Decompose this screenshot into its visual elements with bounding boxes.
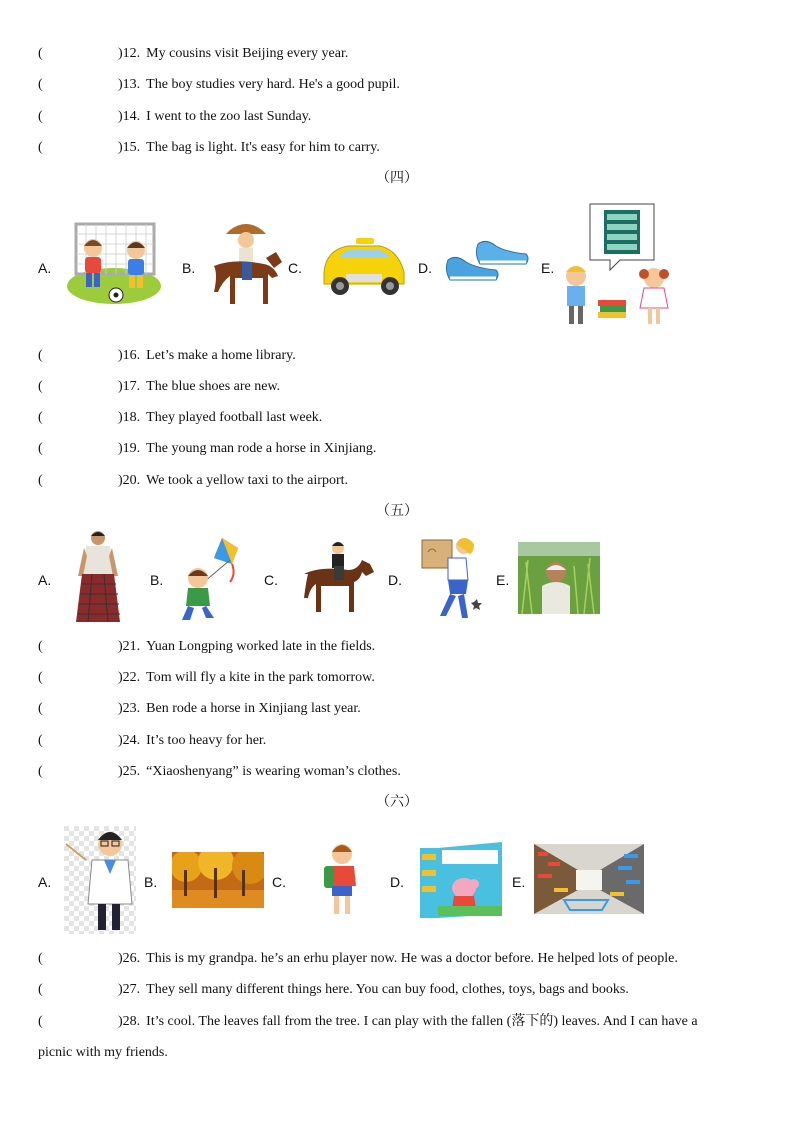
paren-close: ) bbox=[118, 348, 123, 363]
option-letter: B. bbox=[182, 260, 196, 276]
question-row bbox=[38, 439, 376, 459]
question-number: 20. bbox=[122, 473, 141, 488]
paren-close: ) bbox=[118, 441, 123, 456]
question-text: The blue shoes are new. bbox=[146, 379, 281, 394]
question-text: I went to the zoo last Sunday. bbox=[146, 109, 312, 124]
question-number: 27. bbox=[122, 982, 141, 997]
question-row bbox=[38, 75, 400, 95]
peppa-pig-books-icon bbox=[418, 840, 504, 920]
answer-blank[interactable]: ( bbox=[38, 473, 43, 488]
paren-close: ) bbox=[118, 140, 123, 155]
woman-carrying-heavy-box-icon bbox=[414, 532, 482, 626]
question-text: Ben rode a horse in Xinjiang last year. bbox=[146, 701, 361, 716]
question-row bbox=[38, 138, 380, 158]
supermarket-aisle-icon bbox=[534, 844, 644, 914]
question-number: 26. bbox=[122, 951, 141, 966]
question-text: The bag is light. It's easy for him to carry. bbox=[146, 140, 380, 155]
question-number: 13. bbox=[122, 77, 141, 92]
paren-close: ) bbox=[118, 109, 123, 124]
boy-with-backpack-icon bbox=[312, 842, 370, 918]
question-text: Yuan Longping worked late in the fields. bbox=[146, 639, 376, 654]
answer-blank[interactable]: ( bbox=[38, 140, 43, 155]
paren-close: ) bbox=[118, 410, 123, 425]
question-text: This is my grandpa. he’s an erhu player now. He was a doctor before. He helped lots of people. bbox=[146, 951, 678, 966]
question-row bbox=[38, 637, 375, 657]
paren-close: ) bbox=[118, 764, 123, 779]
question-text: Tom will fly a kite in the park tomorrow. bbox=[146, 670, 375, 685]
answer-blank[interactable]: ( bbox=[38, 441, 43, 456]
question-row bbox=[38, 377, 280, 397]
option-letter: B. bbox=[150, 572, 164, 588]
answer-blank[interactable]: ( bbox=[38, 348, 43, 363]
question-row bbox=[38, 346, 296, 366]
question-number: 19. bbox=[122, 441, 141, 456]
man-in-womans-clothes-icon bbox=[72, 528, 124, 628]
question-number: 21. bbox=[122, 639, 141, 654]
option-letter: C. bbox=[264, 572, 278, 588]
question-text: The young man rode a horse in Xinjiang. bbox=[146, 441, 377, 456]
answer-blank[interactable]: ( bbox=[38, 951, 43, 966]
question-text-continued: picnic with my friends. bbox=[38, 1045, 168, 1060]
answer-blank[interactable]: ( bbox=[38, 109, 43, 124]
paren-close: ) bbox=[118, 639, 123, 654]
autumn-trees-icon bbox=[172, 852, 264, 908]
paren-close: ) bbox=[118, 473, 123, 488]
option-letter: E. bbox=[512, 874, 526, 890]
option-letter: A. bbox=[38, 572, 52, 588]
question-row bbox=[38, 980, 629, 1000]
man-in-rice-field-icon bbox=[518, 542, 600, 614]
question-text: They played football last week. bbox=[146, 410, 323, 425]
paren-close: ) bbox=[118, 701, 123, 716]
question-row bbox=[38, 699, 361, 719]
question-text: It’s too heavy for her. bbox=[146, 733, 267, 748]
answer-blank[interactable]: ( bbox=[38, 701, 43, 716]
option-letter: E. bbox=[496, 572, 510, 588]
question-row bbox=[38, 731, 266, 751]
answer-blank[interactable]: ( bbox=[38, 77, 43, 92]
question-number: 14. bbox=[122, 109, 141, 124]
option-letter: D. bbox=[390, 874, 404, 890]
question-text: “Xiaoshenyang” is wearing woman’s clothes. bbox=[146, 764, 401, 779]
question-number: 24. bbox=[122, 733, 141, 748]
paren-close: ) bbox=[118, 951, 123, 966]
question-row bbox=[38, 44, 348, 64]
question-text: We took a yellow taxi to the airport. bbox=[146, 473, 348, 488]
question-text: The boy studies very hard. He's a good pupil. bbox=[146, 77, 400, 92]
blue-shoes-icon bbox=[444, 236, 530, 296]
section-heading: （五） bbox=[376, 503, 418, 519]
paren-close: ) bbox=[118, 1014, 123, 1029]
boys-playing-football-icon bbox=[66, 220, 162, 306]
answer-blank[interactable]: ( bbox=[38, 670, 43, 685]
paren-close: ) bbox=[118, 379, 123, 394]
question-number: 18. bbox=[122, 410, 141, 425]
question-row bbox=[38, 107, 311, 127]
section-heading: （六） bbox=[376, 794, 418, 810]
answer-blank[interactable]: ( bbox=[38, 764, 43, 779]
option-letter: E. bbox=[541, 260, 555, 276]
boy-riding-horse-icon bbox=[206, 218, 286, 316]
answer-blank[interactable]: ( bbox=[38, 1014, 43, 1029]
question-row bbox=[38, 1012, 698, 1032]
answer-blank[interactable]: ( bbox=[38, 379, 43, 394]
question-number: 22. bbox=[122, 670, 141, 685]
man-riding-horse-icon bbox=[298, 540, 378, 616]
question-number: 23. bbox=[122, 701, 141, 716]
boy-flying-kite-icon bbox=[174, 534, 254, 624]
question-row bbox=[38, 762, 401, 782]
option-letter: B. bbox=[144, 874, 158, 890]
option-letter: C. bbox=[288, 260, 302, 276]
question-text: They sell many different things here. You can buy food, clothes, toys, bags and books. bbox=[146, 982, 629, 997]
option-letter: A. bbox=[38, 260, 52, 276]
paren-close: ) bbox=[118, 982, 123, 997]
question-number: 17. bbox=[122, 379, 141, 394]
paren-close: ) bbox=[118, 46, 123, 61]
question-number: 28. bbox=[122, 1014, 141, 1029]
option-letter: D. bbox=[418, 260, 432, 276]
question-number: 15. bbox=[122, 140, 141, 155]
option-letter: A. bbox=[38, 874, 52, 890]
paren-close: ) bbox=[118, 670, 123, 685]
section-heading: （四） bbox=[376, 170, 418, 186]
question-number: 12. bbox=[122, 46, 141, 61]
question-row bbox=[38, 949, 678, 969]
answer-blank[interactable]: ( bbox=[38, 46, 43, 61]
option-letter: D. bbox=[388, 572, 402, 588]
question-text: It’s cool. The leaves fall from the tree. I can play with the fallen (落下的) leaves. And I can have a bbox=[146, 1014, 698, 1029]
paren-close: ) bbox=[118, 77, 123, 92]
question-row bbox=[38, 668, 375, 688]
answer-blank[interactable]: ( bbox=[38, 639, 43, 654]
question-row bbox=[38, 471, 348, 491]
question-number: 16. bbox=[122, 348, 141, 363]
answer-blank[interactable]: ( bbox=[38, 733, 43, 748]
question-row bbox=[38, 408, 322, 428]
answer-blank[interactable]: ( bbox=[38, 982, 43, 997]
doctor-icon bbox=[64, 826, 136, 934]
option-letter: C. bbox=[272, 874, 286, 890]
yellow-taxi-icon bbox=[318, 236, 410, 298]
question-number: 25. bbox=[122, 764, 141, 779]
question-text: Let’s make a home library. bbox=[146, 348, 296, 363]
kids-home-library-icon bbox=[556, 202, 676, 328]
question-text: My cousins visit Beijing every year. bbox=[146, 46, 349, 61]
paren-close: ) bbox=[118, 733, 123, 748]
answer-blank[interactable]: ( bbox=[38, 410, 43, 425]
